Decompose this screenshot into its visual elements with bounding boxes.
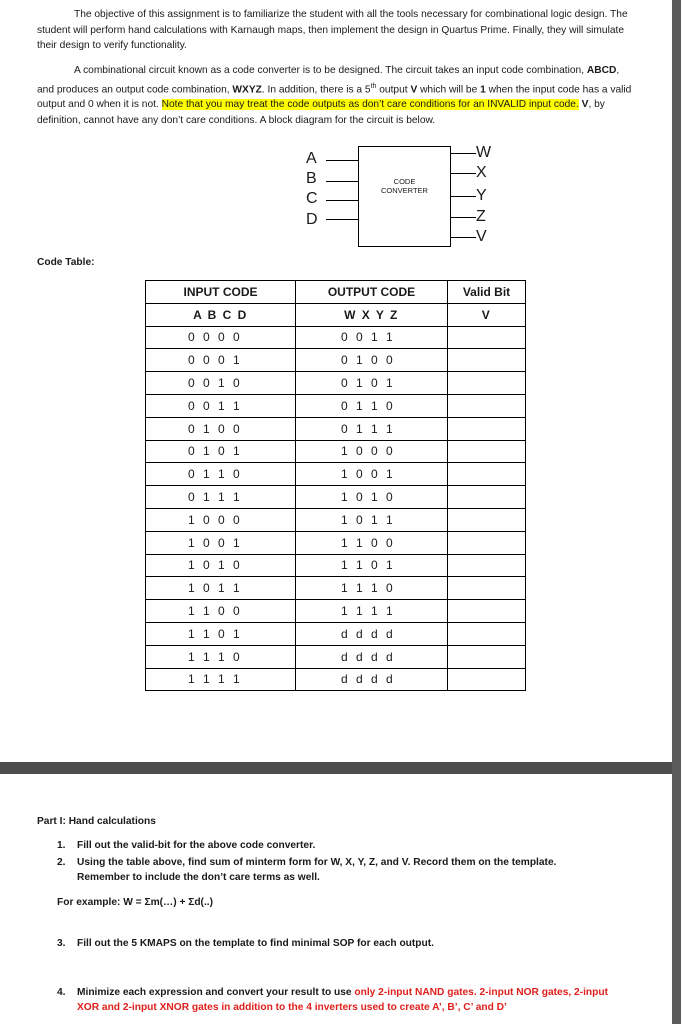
output-label-w: W [476, 144, 492, 161]
valid-bit-cell[interactable] [448, 645, 526, 668]
input-code-cell: 1 0 1 0 [146, 554, 296, 577]
header-input-code: INPUT CODE [146, 281, 296, 304]
table-row [146, 645, 526, 668]
code-table [145, 280, 526, 691]
valid-bit-cell[interactable] [448, 577, 526, 600]
part1-item-2 [57, 855, 637, 885]
input-code-cell: 1 1 0 0 [146, 600, 296, 623]
table-header-row [146, 281, 526, 304]
table-row [146, 486, 526, 509]
output-code-cell: 0 0 1 1 [296, 326, 448, 349]
input-code-cell: 0 1 1 1 [146, 486, 296, 509]
wire-c [326, 200, 358, 201]
intro-paragraph-2 [37, 63, 635, 128]
output-code-cell: 1 0 0 1 [296, 463, 448, 486]
block-diagram [300, 144, 500, 249]
item-2-text-line1: Using the table above, find sum of minterm form for W, X, Y, Z, and V. Record them on the template. [77, 857, 557, 868]
table-subheader-row [146, 303, 526, 326]
viewer-scrollbar-edge [672, 0, 681, 1024]
wire-d [326, 219, 358, 220]
input-label-a: A [306, 150, 317, 167]
output-code-cell: 1 0 1 1 [296, 508, 448, 531]
valid-bit-cell[interactable] [448, 349, 526, 372]
table-row [146, 622, 526, 645]
v-term-2: V [581, 99, 589, 111]
page-gap [0, 762, 681, 774]
valid-bit-cell[interactable] [448, 600, 526, 623]
wire-a [326, 160, 358, 161]
subheader-wxyz: W X Y Z [296, 303, 448, 326]
table-row [146, 326, 526, 349]
part1-item-4 [57, 985, 657, 1015]
one-term: 1 [480, 83, 486, 95]
example-formula: For example: W = Σm(…) + Σd(..) [57, 897, 214, 908]
header-output-code: OUTPUT CODE [296, 281, 448, 304]
intro-text-2c: . In addition, there is a 5 [261, 83, 371, 95]
item-1-number: 1. [57, 840, 66, 851]
item-4-number: 4. [57, 987, 66, 998]
input-code-cell: 1 1 0 1 [146, 622, 296, 645]
abcd-term: ABCD [586, 65, 617, 76]
subheader-v: V [448, 303, 526, 326]
output-label-z: Z [476, 208, 486, 225]
output-code-cell: d d d d [296, 645, 448, 668]
input-code-cell: 0 0 0 1 [146, 349, 296, 372]
intro-text-2f: when the input code has a valid output and 0 when it is not. [37, 83, 632, 111]
output-code-cell: d d d d [296, 622, 448, 645]
item-3-number: 3. [57, 938, 66, 949]
intro-text-2d: output [376, 83, 411, 95]
item-3-text: Fill out the 5 KMAPS on the template to find minimal SOP for each output. [77, 938, 434, 949]
superscript-th: th [370, 82, 377, 90]
output-code-cell: 0 1 1 1 [296, 417, 448, 440]
output-code-cell: 1 1 0 1 [296, 554, 448, 577]
intro-text-2a: A combinational circuit known as a code converter is to be designed. The circuit takes an input code combination, [74, 65, 587, 76]
document-page-2 [0, 774, 672, 1024]
wire-y [450, 196, 476, 197]
output-label-y: Y [476, 187, 487, 204]
valid-bit-cell[interactable] [448, 531, 526, 554]
input-code-cell: 1 0 0 0 [146, 508, 296, 531]
box-label-line2: CONVERTER [381, 186, 428, 195]
item-1-text: Fill out the valid-bit for the above code converter. [77, 840, 316, 851]
wire-v [450, 237, 476, 238]
input-code-cell: 1 0 0 1 [146, 531, 296, 554]
table-row [146, 668, 526, 691]
input-code-cell: 1 1 1 0 [146, 645, 296, 668]
valid-bit-cell[interactable] [448, 668, 526, 691]
wire-w [450, 153, 476, 154]
output-code-cell: 0 1 1 0 [296, 394, 448, 417]
output-code-cell: 1 1 1 0 [296, 577, 448, 600]
intro-text-2e: which will be [417, 83, 481, 95]
box-label-line1: CODE [393, 177, 416, 186]
output-code-cell: 0 1 0 0 [296, 349, 448, 372]
part1-item-3 [57, 936, 637, 951]
item-4-red-line1: only 2-input NAND gates. 2-input NOR gates, 2-input [354, 987, 608, 998]
wire-b [326, 181, 358, 182]
wire-z [450, 217, 476, 218]
item-2-text-line2: Remember to include the don’t care terms as well. [77, 872, 320, 883]
input-label-d: D [306, 211, 318, 228]
table-row [146, 394, 526, 417]
code-table-label: Code Table: [37, 257, 95, 268]
valid-bit-cell[interactable] [448, 508, 526, 531]
output-code-cell: 1 0 1 0 [296, 486, 448, 509]
input-code-cell: 0 0 1 0 [146, 372, 296, 395]
output-code-cell: 1 1 0 0 [296, 531, 448, 554]
header-valid-bit: Valid Bit [448, 281, 526, 304]
output-label-x: X [476, 164, 487, 181]
valid-bit-cell[interactable] [448, 463, 526, 486]
wire-x [450, 173, 476, 174]
input-label-c: C [306, 190, 318, 207]
code-converter-box [358, 146, 451, 247]
table-row [146, 554, 526, 577]
valid-bit-cell[interactable] [448, 486, 526, 509]
valid-bit-cell[interactable] [448, 417, 526, 440]
table-row [146, 417, 526, 440]
valid-bit-cell[interactable] [448, 372, 526, 395]
valid-bit-cell[interactable] [448, 440, 526, 463]
input-code-cell: 0 1 1 0 [146, 463, 296, 486]
valid-bit-cell[interactable] [448, 394, 526, 417]
input-code-cell: 1 1 1 1 [146, 668, 296, 691]
code-converter-label [359, 177, 450, 195]
valid-bit-cell[interactable] [448, 622, 526, 645]
output-label-v: V [476, 228, 487, 245]
input-code-cell: 0 0 0 0 [146, 326, 296, 349]
intro-text-2h: , by definition, cannot have any don’t care conditions. A block diagram for the circuit is below. [37, 99, 605, 126]
intro-text-1: The objective of this assignment is to familiarize the student with all the tools necessary for combinational logic design. The student will perform hand calculations with Karnaugh maps, then implement the design in Quartus Prime. Finally, they will simulate their design to verify functionality. [37, 9, 628, 51]
table-row [146, 440, 526, 463]
item-4-text: Minimize each expression and convert your result to use [77, 987, 355, 998]
part1-item-1 [57, 838, 637, 853]
table-row [146, 531, 526, 554]
intro-text-2b: , and produces an output code combination, [37, 65, 620, 95]
table-row [146, 372, 526, 395]
valid-bit-cell[interactable] [448, 554, 526, 577]
output-code-cell: 1 1 1 1 [296, 600, 448, 623]
input-code-cell: 0 1 0 1 [146, 440, 296, 463]
wxyz-term: WXYZ [232, 83, 262, 95]
code-table-body [146, 326, 526, 691]
item-2-number: 2. [57, 857, 66, 868]
input-code-cell: 0 1 0 0 [146, 417, 296, 440]
table-row [146, 463, 526, 486]
item-4-red-line2: XOR and 2-input XNOR gates in addition to the 4 inverters used to create A’, B’, C’ and D’ [77, 1002, 507, 1013]
output-code-cell: 1 0 0 0 [296, 440, 448, 463]
table-row [146, 577, 526, 600]
input-code-cell: 0 0 1 1 [146, 394, 296, 417]
input-label-b: B [306, 170, 317, 187]
intro-paragraph-1 [37, 7, 635, 54]
valid-bit-cell[interactable] [448, 326, 526, 349]
subheader-abcd: A B C D [146, 303, 296, 326]
output-code-cell: d d d d [296, 668, 448, 691]
v-term: V [410, 83, 418, 95]
part1-title: Part I: Hand calculations [37, 816, 156, 827]
highlighted-note: Note that you may treat the code outputs as don’t care conditions for an INVALID input code. [161, 99, 579, 111]
table-row [146, 600, 526, 623]
table-row [146, 349, 526, 372]
input-code-cell: 1 0 1 1 [146, 577, 296, 600]
output-code-cell: 0 1 0 1 [296, 372, 448, 395]
table-row [146, 508, 526, 531]
